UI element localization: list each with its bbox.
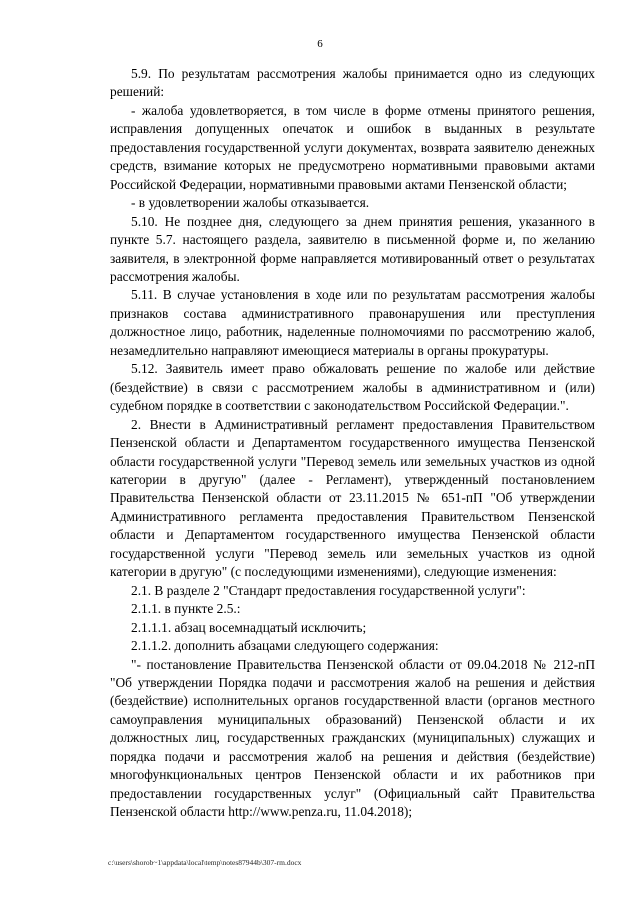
paragraph-2: 2. Внести в Административный регламент предоставления Правительством Пензенской области и Департаментом государственного имущества Пензенской области государственной услуги "Перевод земель или земельных участков из одной категории в другую" (далее - Регламент), утвержденный постановлением Правительства Пензенской области от 23.11.2015 № 651-пП "Об утверждении Административного регламента предоставления Правительством Пензенской области и Департаментом государственного имущества Пензенской области государственной услуги "Перевод земель или земельных участков из одной категории в другую" (с последующими изменениями), следующие изменения:: [110, 416, 595, 580]
paragraph-5-9: 5.9. По результатам рассмотрения жалобы принимается одно из следующих решений:: [110, 66, 595, 100]
paragraph-2-1-1-1: 2.1.1.1. абзац восемнадцатый исключить;: [131, 619, 367, 635]
document-body: [110, 65, 595, 822]
footer-file-path: c:\users\shorob~1\appdata\local\temp\notes87944b\307-rm.docx: [108, 858, 302, 867]
paragraph-complaint-refused: - в удовлетворении жалобы отказывается.: [131, 195, 370, 211]
paragraph-5-10: 5.10. Не позднее дня, следующего за днем принятия решения, указанного в пункте 5.7. настоящего раздела, заявителю в письменной форме и, по желанию заявителя, в электронной форме направляется мотивированный ответ о результатах рассмотрения жалобы.: [110, 213, 595, 284]
page-number: 6: [317, 38, 323, 50]
paragraph-5-11: 5.11. В случае установления в ходе или по результатам рассмотрения жалобы признаков состава административного правонарушения или преступления должностное лицо, работник, наделенные полномочиями по рассмотрению жалоб, незамедлительно направляют имеющиеся материалы в органы прокуратуры.: [110, 287, 595, 358]
paragraph-5-12: 5.12. Заявитель имеет право обжаловать решение по жалобе или действие (бездействие) в связи с рассмотрением жалобы в административном и (или) судебном порядке в соответствии с законодательством Российской Федерации.".: [110, 361, 595, 414]
paragraph-2-1: 2.1. В разделе 2 "Стандарт предоставления государственной услуги":: [131, 582, 526, 598]
paragraph-complaint-satisfied: - жалоба удовлетворяется, в том числе в форме отмены принятого решения, исправления допущенных опечаток и ошибок в выданных в результате предоставления государственной услуги документах, возврата заявителю денежных средств, взимание которых не предусмотрено нормативными правовыми актами Российской Федерации, нормативными правовыми актами Пензенской области;: [110, 102, 595, 192]
paragraph-2-1-1: 2.1.1. в пункте 2.5.:: [131, 601, 241, 617]
paragraph-2-1-1-2: 2.1.1.2. дополнить абзацами следующего содержания:: [131, 638, 439, 654]
paragraph-quoted-resolution: "- постановление Правительства Пензенской области от 09.04.2018 № 212-пП "Об утверждении Порядка подачи и рассмотрения жалоб на решения и действия (бездействие) исполнительных органов государственной власти (органов местного самоуправления муниципальных образований) Пензенской области и их должностных лиц, государственных гражданских (муниципальных) служащих и порядка подачи и рассмотрения жалоб на решения и действия (бездействие) многофункциональных центров Пензенской области и их работников при предоставлении государственных услуг" (Официальный сайт Правительства Пензенской области http://www.penza.ru, 11.04.2018);: [110, 656, 595, 820]
